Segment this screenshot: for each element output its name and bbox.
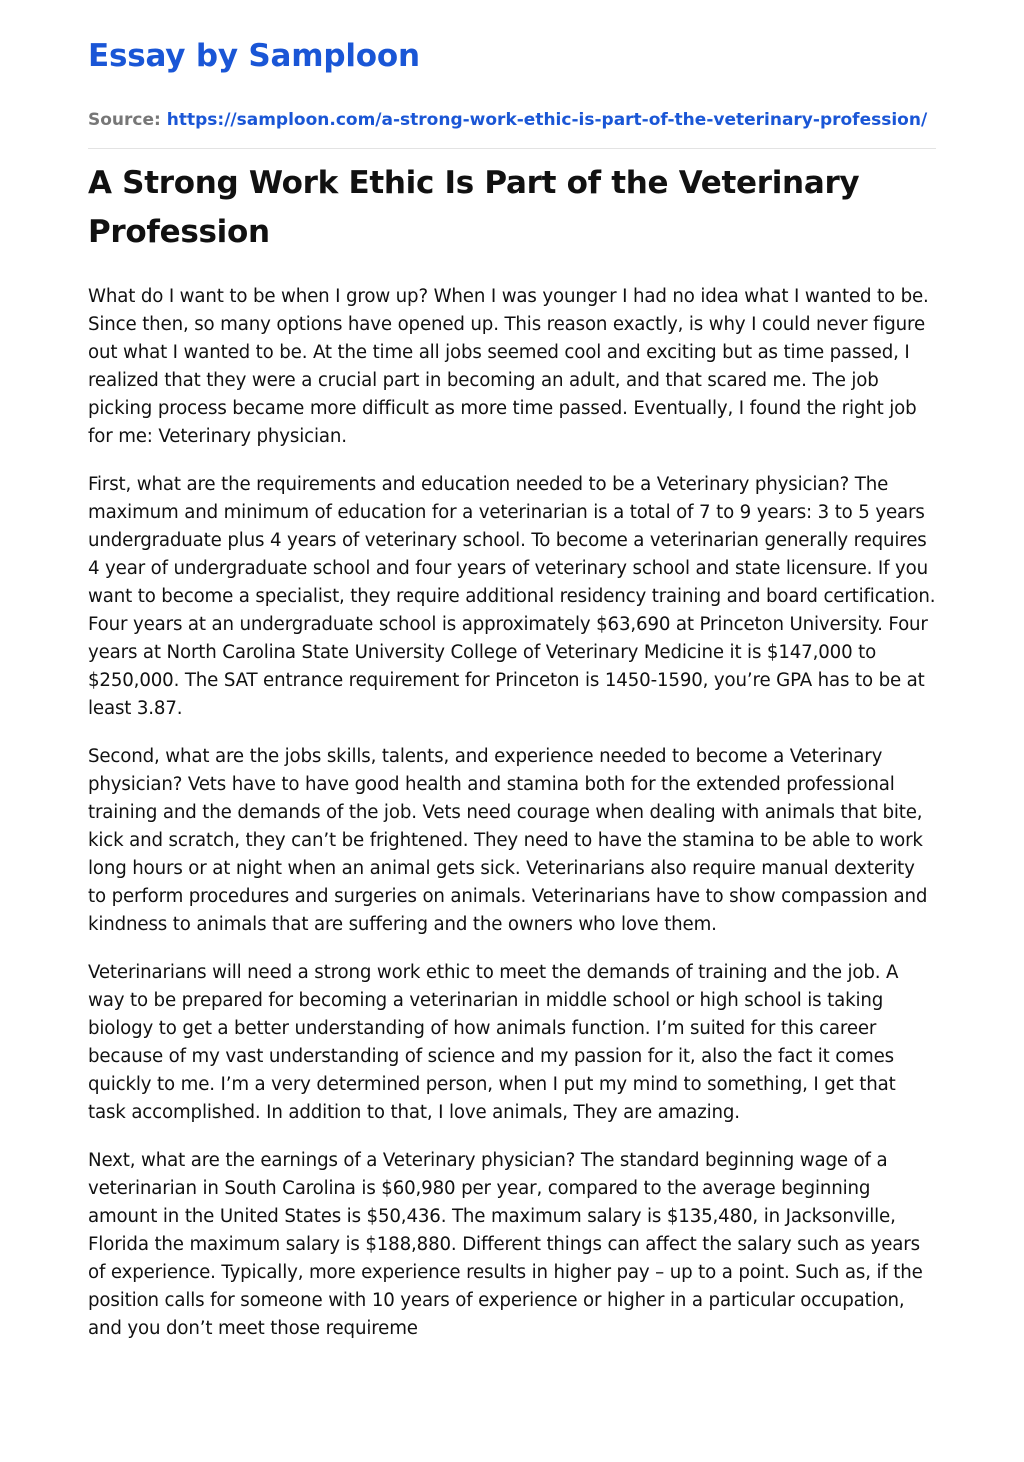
essay-body	[88, 283, 936, 1343]
brand-title: Essay by Samploon	[88, 38, 420, 74]
essay-title: A Strong Work Ethic Is Part of the Veterinary Profession	[88, 165, 860, 250]
source-line	[88, 108, 936, 132]
essay-paragraph: Veterinarians will need a strong work ethic to meet the demands of training and the job. A way to be prepared for becoming a veterinarian in middle school or high school is taking biology to get a better understanding of how animals function. I’m suited for this career because of my vast understanding of science and my passion for it, also the fact it comes quickly to me. I’m a very determined person, when I put my mind to something, I get that task accomplished. In addition to that, I love animals, They are amazing.	[88, 962, 899, 1123]
source-link[interactable]: https://samploon.com/a-strong-work-ethic-is-part-of-the-veterinary-profession/	[166, 110, 928, 130]
essay-paragraph: Second, what are the jobs skills, talents, and experience needed to become a Veterinary physician? Vets have to have good health and stamina both for the extended professional training and the demands of the job. Vets need courage when dealing with animals that bite, kick and scratch, they can’t be frightened. They need to have the stamina to be able to work long hours or at night when an animal gets sick. Veterinarians also require manual dexterity to perform procedures and surgeries on animals. Veterinarians have to show compassion and kindness to animals that are suffering and the owners who love them.	[88, 746, 928, 935]
essay-paragraph: Next, what are the earnings of a Veterinary physician? The standard beginning wage of a veterinarian in South Carolina is $60,980 per year, compared to the average beginning amount in the United States is $50,436. The maximum salary is $135,480, in Jacksonville, Florida the maximum salary is $188,880. Different things can affect the salary such as years of experience. Typically, more experience results in higher pay – up to a point. Such as, if the position calls for someone with 10 years of experience or higher in a particular occupation, and you don’t meet those requireme	[88, 1150, 923, 1339]
source-label: Source:	[88, 110, 161, 130]
header-divider	[88, 148, 936, 149]
essay-paragraph: First, what are the requirements and education needed to be a Veterinary physician? The maximum and minimum of education for a veterinarian is a total of 7 to 9 years: 3 to 5 years undergraduate plus 4 years of veterinary school. To become a veterinarian generally requires 4 year of undergraduate school and four years of veterinary school and state licensure. If you want to become a specialist, they require additional residency training and board certification. Four years at an undergraduate school is approximately $63,690 at Princeton University. Four years at North Carolina State University College of Veterinary Medicine it is $147,000 to $250,000. The SAT entrance requirement for Princeton is 1450-1590, you’re GPA has to be at least 3.87.	[88, 474, 936, 719]
essay-paragraph: What do I want to be when I grow up? When I was younger I had no idea what I wanted to be. Since then, so many options have opened up. This reason exactly, is why I could never figure out what I wanted to be. At the time all jobs seemed cool and exciting but as time passed, I realized that they were a crucial part in becoming an adult, and that scared me. The job picking process became more difficult as more time passed. Eventually, I found the right job for me: Veterinary physician.	[88, 286, 929, 447]
